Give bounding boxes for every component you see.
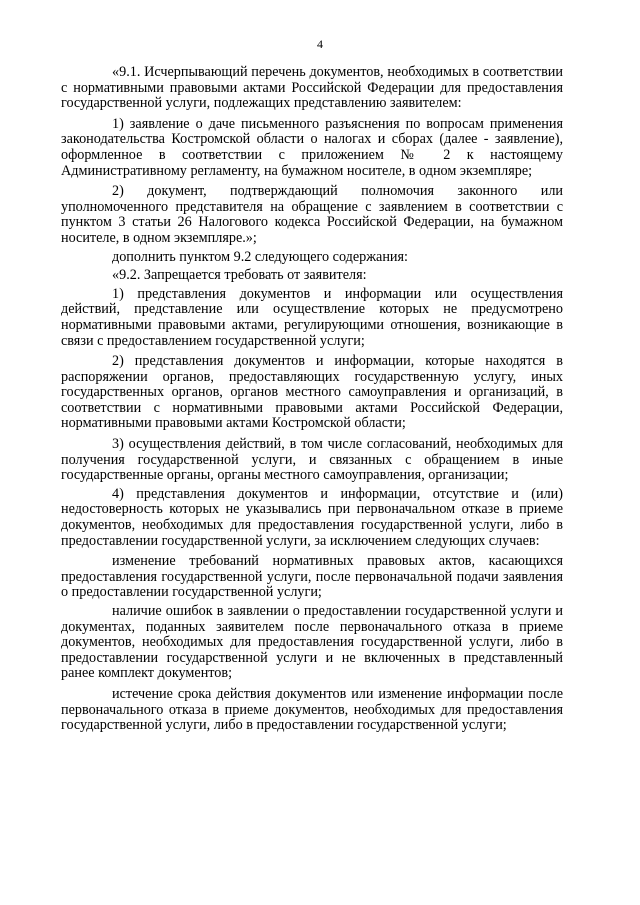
page-number: 4	[317, 37, 323, 51]
paragraph-exception-3: истечение срока действия документов или изменение информации после первоначального отказа в приеме документов, необходимых для предоставления государственной услуги, либо в предоставлении государственной услуги;	[61, 685, 563, 734]
paragraph-9-1-intro: «9.1. Исчерпывающий перечень документов, необходимых в соответствии с нормативными правовыми актами Российской Федерации для предоставления государственной услуги, подлежащих представлению заявителем:	[61, 64, 563, 112]
paragraph-exception-2: наличие ошибок в заявлении о предоставлении государственной услуги и документах, поданных заявителем после первоначального отказа в приеме документов, необходимых для предоставления государственной услуги, либо в предоставлении государственной услуги и не включенных в представленный ранее комплект документов;	[61, 603, 563, 682]
paragraph-9-2-item-3: 3) осуществления действий, в том числе согласований, необходимых для получения государственной услуги, и связанных с обращением в иные государственные органы, органы местного самоуправления, организации;	[61, 436, 563, 484]
paragraph-9-2-intro: «9.2. Запрещается требовать от заявителя:	[112, 267, 367, 284]
paragraph-9-1-item-1: 1) заявление о даче письменного разъяснения по вопросам применения законодательства Костромской области о налогах и сборах (далее - заявление), оформленное в соответствии с приложением № 2 к настоящему Административному регламенту, на бумажном носителе, в одном экземпляре;	[61, 115, 563, 179]
paragraph-exception-1: изменение требований нормативных правовых актов, касающихся предоставления государственной услуги, после первоначальной подачи заявления о предоставлении государственной услуги;	[61, 553, 563, 601]
paragraph-9-2-item-4: 4) представления документов и информации, отсутствие и (или) недостоверность которых не указывались при первоначальном отказе в приеме документов, необходимых для предоставления государственной услуги, либо в предоставлении государственной услуги, за исключением следующих случаев:	[61, 485, 563, 549]
paragraph-9-2-item-1: 1) представления документов и информации или осуществления действий, представление или осуществление которых не предусмотрено нормативными правовыми актами, регулирующими отношения, возникающие в связи с предоставлением государственной услуги;	[61, 285, 563, 349]
paragraph-amendment-note: дополнить пунктом 9.2 следующего содержания:	[112, 248, 408, 265]
paragraph-9-2-item-2: 2) представления документов и информации, которые находятся в распоряжении органов, предоставляющих государственную услугу, иных государственных органов, органов местного самоуправления и организаций, в соответствии с нормативными правовыми актами Российской Федерации, нормативными правовыми актами Костромской области;	[61, 353, 563, 432]
document-body	[61, 65, 563, 734]
paragraph-9-1-item-2: 2) документ, подтверждающий полномочия законного или уполномоченного представителя на обращение с заявлением в соответствии с пунктом 3 статьи 26 Налогового кодекса Российской Федерации, на бумажном носителе, в одном экземпляре.»;	[61, 183, 563, 246]
